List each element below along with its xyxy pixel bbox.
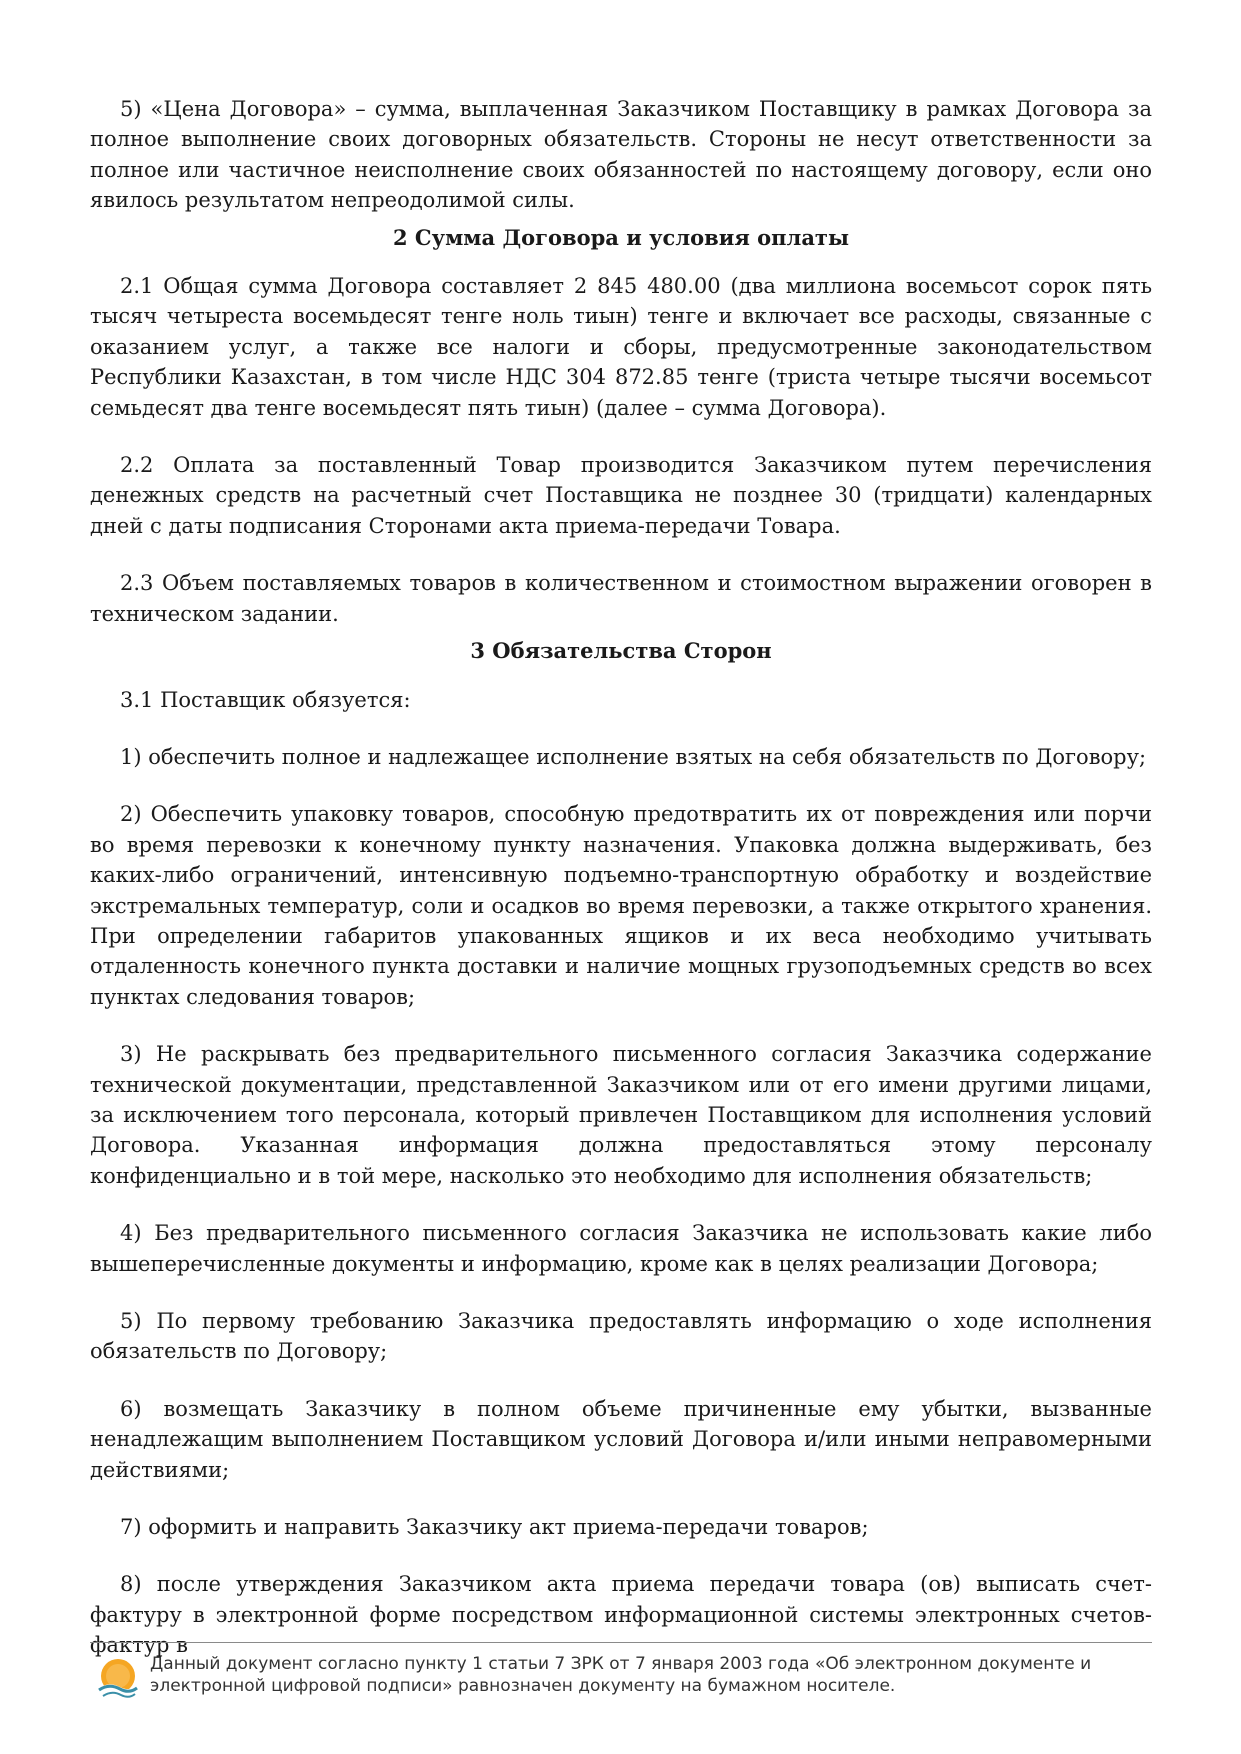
paragraph-3-1-item-6: 6) возмещать Заказчику в полном объеме причиненные ему убытки, вызванные ненадлежащим выполнением Поставщиком условий Договора и/или иными неправомерными действиями; <box>90 1396 1152 1482</box>
paragraph-3-1: 3.1 Поставщик обязуется: <box>120 687 411 712</box>
footer-legal-text: Данный документ согласно пункту 1 статьи 7 ЗРК от 7 января 2003 года «Об электронном документе и электронной цифровой подписи» равнозначен документу на бумажном носителе. <box>150 1654 1092 1696</box>
document-body <box>90 94 1152 1661</box>
section-heading-3: 3 Обязательства Сторон <box>470 638 772 664</box>
paragraph-3-1-item-2: 2) Обеспечить упаковку товаров, способную предотвратить их от повреждения или порчи во время перевозки к конечному пункту назначения. Упаковка должна выдерживать, без каких-либо ограничений, интенсивную подъемно-транспортную обработку и воздействие экстремальных температур, соли и осадков во время перевозки, а также открытого хранения. При определении габаритов упакованных ящиков и их веса необходимо учитывать отдаленность конечного пункта доставки и наличие мощных грузоподъемных средств во всех пунктах следования товаров; <box>90 802 1152 1009</box>
paragraph-3-1-item-4: 4) Без предварительного письменного согласия Заказчика не использовать какие либо вышеперечисленные документы и информацию, кроме как в целях реализации Договора; <box>90 1221 1152 1276</box>
paragraph-price-definition: 5) «Цена Договора» – сумма, выплаченная Заказчиком Поставщику в рамках Договора за полное выполнение своих договорных обязательств. Стороны не несут ответственности за полное или частичное неисполнение своих обязанностей по настоящему договору, если оно явилось результатом непреодолимой силы. <box>90 97 1152 213</box>
paragraph-3-1-item-1: 1) обеспечить полное и надлежащее исполнение взятых на себя обязательств по Договору; <box>120 744 1147 769</box>
egov-sun-logo-icon <box>94 1655 140 1701</box>
paragraph-3-1-item-7: 7) оформить и направить Заказчику акт приема-передачи товаров; <box>120 1515 869 1540</box>
paragraph-2-2: 2.2 Оплата за поставленный Товар производится Заказчиком путем перечисления денежных средств на расчетный счет Поставщика не позднее 30 (тридцати) календарных дней с даты подписания Сторонами акта приема-передачи Товара. <box>90 453 1152 538</box>
legal-footer <box>90 1642 1152 1696</box>
paragraph-2-1: 2.1 Общая сумма Договора составляет 2 845 480.00 (два миллиона восемьсот сорок пять тысяч четыреста восемьдесят тенге ноль тиын) тенге и включает все расходы, связанные с оказанием услуг, а также все налоги и сборы, предусмотренные законодательством Республики Казахстан, в том числе НДС 304 872.85 тенге (триста четыре тысячи восемьсот семьдесят два тенге восемьдесят пять тиын) (далее – сумма Договора). <box>90 274 1152 420</box>
section-heading-2: 2 Сумма Договора и условия оплаты <box>392 224 849 250</box>
paragraph-3-1-item-3: 3) Не раскрывать без предварительного письменного согласия Заказчика содержание технической документации, представленной Заказчиком или от его имени другими лицами, за исключением того персонала, который привлечен Поставщиком для исполнения условий Договора. Указанная информация должна предоставляться этому персоналу конфиденциально и в той мере, насколько это необходимо для исполнения обязательств; <box>90 1042 1152 1188</box>
paragraph-3-1-item-5: 5) По первому требованию Заказчика предоставлять информацию о ходе исполнения обязательств по Договору; <box>90 1309 1152 1364</box>
paragraph-2-3: 2.3 Объем поставляемых товаров в количественном и стоимостном выражении оговорен в техническом задании. <box>90 571 1152 626</box>
paragraph-3-1-item-8: 8) после утверждения Заказчиком акта приема передачи товара (ов) выписать счет-фактуру в электронной форме посредством информационной системы электронных счетов-фактур в <box>90 1572 1152 1658</box>
